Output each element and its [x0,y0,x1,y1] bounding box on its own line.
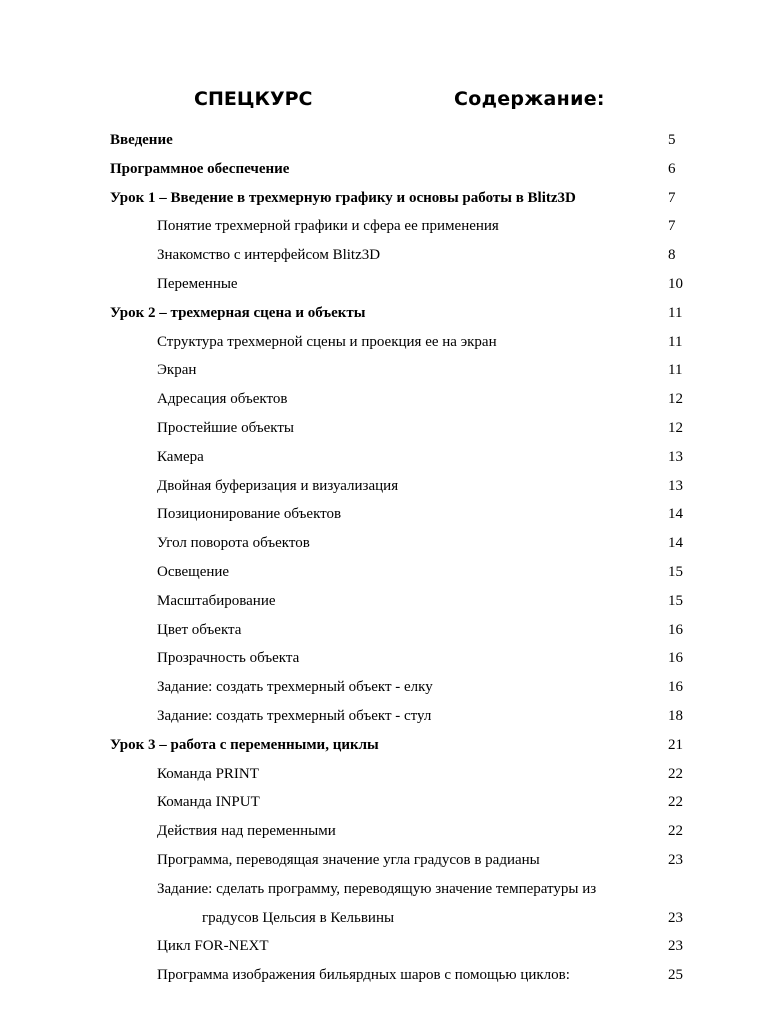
toc-entry [0,817,768,846]
toc-entry [0,760,768,789]
toc-entry-page: 23 [668,909,683,926]
toc-entry-page: 15 [668,563,683,580]
toc-entry [0,385,768,414]
toc-entry-page: 22 [668,794,683,811]
toc-entry-title: Программа, переводящая значение угла градусов в радианы [157,851,540,868]
document-header [0,88,768,120]
toc-entry [0,184,768,213]
toc-entry-title: Угол поворота объектов [157,535,310,552]
toc-entry-page: 13 [668,477,683,494]
toc-entry-page: 10 [668,275,683,292]
toc-entry-page: 25 [668,967,683,984]
toc-entry-page: 11 [668,333,683,350]
toc-entry-page: 12 [668,391,683,408]
toc-entry [0,328,768,357]
toc-entry [0,414,768,443]
toc-entry-title: Команда INPUT [157,794,260,811]
toc-entry [0,961,768,990]
toc-entry [0,212,768,241]
toc-entry [0,500,768,529]
toc-entry-title: Знакомство с интерфейсом Blitz3D [157,247,381,264]
course-title: СПЕЦКУРС [194,88,313,110]
toc-entry-title: Программа изображения бильярдных шаров с помощью циклов: [157,967,570,984]
toc-entry-page: 11 [668,304,683,321]
toc-entry [0,644,768,673]
toc-entry-title: Программное обеспечение [110,160,290,177]
toc-entry-title: Адресация объектов [157,391,288,408]
toc-entry [0,155,768,184]
toc-entry [0,443,768,472]
toc-entry-title: Структура трехмерной сцены и проекция ее на экран [157,333,497,350]
toc-entry-title: Простейшие объекты [157,419,294,436]
toc-entry-title: Прозрачность объекта [157,650,300,667]
toc-entry-page: 16 [668,650,683,667]
toc-entry [0,558,768,587]
toc-entry [0,932,768,961]
toc-entry-page: 14 [668,506,683,523]
toc-entry-title: Экран [157,362,197,379]
toc-entry-page: 7 [668,218,676,235]
toc-entry-page: 16 [668,679,683,696]
toc-entry-title: градусов Цельсия в Кельвины [202,909,395,926]
toc-entry [0,702,768,731]
toc-entry-title: Двойная буферизация и визуализация [157,477,399,494]
toc-entry-title: Урок 1 – Введение в трехмерную графику и основы работы в Blitz3D [110,189,576,206]
toc-entry-title: Цикл FOR-NEXT [157,938,269,955]
toc-entry [0,875,768,904]
toc-entry [0,356,768,385]
toc-entry-page: 22 [668,765,683,782]
toc-entry [0,846,768,875]
toc-entry [0,904,768,933]
toc-entry [0,731,768,760]
toc-entry [0,529,768,558]
toc-entry-title: Урок 2 – трехмерная сцена и объекты [110,304,366,321]
toc-entry-title: Освещение [157,563,230,580]
toc-entry [0,241,768,270]
toc-entry-title: Команда PRINT [157,765,259,782]
toc-entry-title: Переменные [157,275,238,292]
toc-entry-page: 18 [668,707,683,724]
toc-entry [0,299,768,328]
toc-entry-title: Задание: сделать программу, переводящую значение температуры из [157,880,597,897]
toc-entry-page: 6 [668,160,676,177]
toc-entry-page: 5 [668,132,676,148]
toc-entry-page: 13 [668,448,683,465]
toc-entry-title: Действия над переменными [157,823,336,840]
toc-entry-page: 11 [668,362,683,379]
toc-entry [0,472,768,501]
toc-entry-title: Введение [110,132,173,148]
toc-entry-page: 7 [668,189,676,206]
toc-entry [0,673,768,702]
toc-entry-page: 12 [668,419,683,436]
toc-entry-title: Масштабирование [157,592,276,609]
toc-entry-title: Позиционирование объектов [157,506,342,523]
toc-entry-page: 21 [668,736,683,753]
toc-entry [0,788,768,817]
toc-entry-title: Задание: создать трехмерный объект - стул [157,707,432,724]
toc-entry-title: Камера [157,448,204,465]
toc-entry-page: 23 [668,851,683,868]
toc-entry-page: 14 [668,535,683,552]
toc-entry-page: 16 [668,621,683,638]
toc-entry-page: 8 [668,247,676,264]
table-of-contents [0,126,768,990]
toc-entry [0,616,768,645]
toc-entry-title: Цвет объекта [157,621,242,638]
toc-entry-page: 15 [668,592,683,609]
toc-entry-title: Задание: создать трехмерный объект - елку [157,679,433,696]
toc-entry [0,270,768,299]
toc-entry [0,587,768,616]
toc-entry-title: Урок 3 – работа с переменными, циклы [110,736,379,753]
toc-entry-page: 23 [668,938,683,955]
contents-title: Содержание: [454,88,605,110]
toc-entry-title: Понятие трехмерной графики и сфера ее применения [157,218,499,235]
toc-entry-page: 22 [668,823,683,840]
toc-entry [0,126,768,155]
